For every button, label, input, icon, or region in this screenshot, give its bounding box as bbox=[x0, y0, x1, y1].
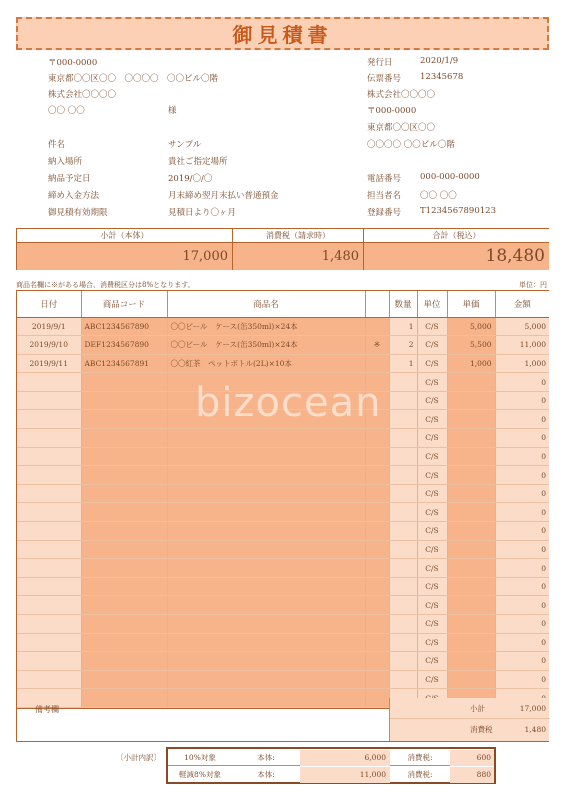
header-name: 商品名 bbox=[167, 291, 365, 317]
issuer-address-2: 〇〇〇〇 〇〇ビル〇階 bbox=[367, 140, 455, 150]
table-row bbox=[17, 522, 549, 541]
cell-name bbox=[167, 615, 365, 634]
detail-value: 2019/〇/〇 bbox=[168, 174, 213, 184]
registration-number: T1234567890123 bbox=[420, 206, 496, 216]
cell-unit: C/S bbox=[417, 354, 447, 373]
summary-tax-row bbox=[390, 719, 550, 740]
table-row bbox=[17, 317, 549, 336]
cell-name bbox=[167, 559, 365, 578]
slip-number-label: 伝票番号 bbox=[367, 74, 402, 84]
cell-mark: ※ bbox=[365, 336, 389, 355]
cell-date bbox=[17, 559, 81, 578]
cell-price bbox=[447, 652, 495, 671]
cell-amount: 0 bbox=[495, 652, 549, 671]
table-header-row bbox=[17, 291, 549, 317]
header-date: 日付 bbox=[17, 291, 81, 317]
cell-qty: 1 bbox=[389, 317, 417, 336]
cell-mark bbox=[365, 652, 389, 671]
detail-label: 締め入金方法 bbox=[48, 191, 100, 201]
table-row bbox=[17, 429, 549, 448]
table-row bbox=[17, 447, 549, 466]
cell-qty bbox=[389, 503, 417, 522]
table-row bbox=[17, 410, 549, 429]
cell-qty bbox=[389, 410, 417, 429]
watermark-logo: bizocean bbox=[195, 380, 382, 426]
cell-price: 1,000 bbox=[447, 354, 495, 373]
cell-date bbox=[17, 577, 81, 596]
cell-amount: 0 bbox=[495, 447, 549, 466]
cell-amount: 0 bbox=[495, 615, 549, 634]
staff-label: 担当者名 bbox=[367, 191, 402, 201]
cell-date bbox=[17, 596, 81, 615]
cell-price bbox=[447, 559, 495, 578]
table-row bbox=[17, 540, 549, 559]
cell-code bbox=[81, 633, 167, 652]
cell-mark bbox=[365, 317, 389, 336]
table-row bbox=[17, 559, 549, 578]
cell-amount: 0 bbox=[495, 484, 549, 503]
cell-price bbox=[447, 503, 495, 522]
cell-code: ABC1234567891 bbox=[81, 354, 167, 373]
client-person: 〇〇 〇〇 bbox=[48, 106, 85, 116]
totals-box bbox=[16, 228, 549, 270]
cell-name bbox=[167, 429, 365, 448]
detail-label: 御見積有効期限 bbox=[48, 208, 108, 218]
cell-price bbox=[447, 391, 495, 410]
tax-value: 1,480 bbox=[233, 243, 364, 270]
cell-price: 5,500 bbox=[447, 336, 495, 355]
table-row bbox=[17, 652, 549, 671]
cell-mark bbox=[365, 447, 389, 466]
table-row bbox=[17, 391, 549, 410]
cell-qty bbox=[389, 373, 417, 392]
cell-code bbox=[81, 429, 167, 448]
cell-price bbox=[447, 540, 495, 559]
cell-amount: 0 bbox=[495, 577, 549, 596]
tel-label: 電話番号 bbox=[367, 174, 402, 184]
detail-value: 月末締め翌月末払い普通預金 bbox=[168, 191, 279, 201]
cell-price bbox=[447, 484, 495, 503]
cell-mark bbox=[365, 503, 389, 522]
cell-date bbox=[17, 373, 81, 392]
cell-mark bbox=[365, 466, 389, 485]
cell-unit: C/S bbox=[417, 522, 447, 541]
header-mark bbox=[365, 291, 389, 317]
cell-qty bbox=[389, 522, 417, 541]
cell-unit: C/S bbox=[417, 577, 447, 596]
breakdown-box bbox=[166, 747, 496, 784]
header-code: 商品コード bbox=[81, 291, 167, 317]
cell-qty bbox=[389, 633, 417, 652]
cell-mark bbox=[365, 410, 389, 429]
cell-price bbox=[447, 373, 495, 392]
cell-unit: C/S bbox=[417, 559, 447, 578]
breakdown-base-label: 本体: bbox=[257, 770, 275, 779]
cell-unit: C/S bbox=[417, 391, 447, 410]
registration-label: 登録番号 bbox=[367, 208, 402, 218]
cell-amount: 0 bbox=[495, 596, 549, 615]
issue-date-label: 発行日 bbox=[367, 58, 393, 68]
cell-amount: 0 bbox=[495, 429, 549, 448]
cell-qty bbox=[389, 670, 417, 689]
cell-code: ABC1234567890 bbox=[81, 317, 167, 336]
cell-mark bbox=[365, 373, 389, 392]
cell-price: 5,000 bbox=[447, 317, 495, 336]
cell-amount: 0 bbox=[495, 559, 549, 578]
table-row bbox=[17, 354, 549, 373]
table-row bbox=[17, 633, 549, 652]
cell-amount: 0 bbox=[495, 633, 549, 652]
cell-unit: C/S bbox=[417, 410, 447, 429]
table-row bbox=[17, 615, 549, 634]
staff-name: 〇〇 〇〇 bbox=[420, 191, 457, 201]
cell-unit: C/S bbox=[417, 615, 447, 634]
cell-unit: C/S bbox=[417, 503, 447, 522]
cell-amount: 0 bbox=[495, 670, 549, 689]
summary-tax-value: 1,480 bbox=[524, 725, 546, 734]
issue-date: 2020/1/9 bbox=[420, 56, 459, 66]
issuer-postal: 〒000-0000 bbox=[367, 106, 417, 116]
cell-qty bbox=[389, 596, 417, 615]
cell-date: 2019/9/10 bbox=[17, 336, 81, 355]
cell-name bbox=[167, 410, 365, 429]
cell-unit: C/S bbox=[417, 670, 447, 689]
header-qty: 数量 bbox=[389, 291, 417, 317]
cell-mark bbox=[365, 391, 389, 410]
cell-unit: C/S bbox=[417, 317, 447, 336]
cell-name: 〇〇紅茶 ペットボトル(2L)×10本 bbox=[167, 354, 365, 373]
client-company: 株式会社〇〇〇〇 bbox=[48, 90, 117, 100]
breakdown-base-value: 6,000 bbox=[300, 750, 390, 766]
cell-date bbox=[17, 391, 81, 410]
summary-area bbox=[389, 698, 549, 741]
cell-mark bbox=[365, 429, 389, 448]
cell-price bbox=[447, 615, 495, 634]
breakdown-row bbox=[168, 767, 494, 783]
cell-price bbox=[447, 466, 495, 485]
cell-date bbox=[17, 540, 81, 559]
header-price: 単価 bbox=[447, 291, 495, 317]
table-row bbox=[17, 373, 549, 392]
cell-code bbox=[81, 577, 167, 596]
cell-qty bbox=[389, 484, 417, 503]
cell-code bbox=[81, 373, 167, 392]
breakdown-category: 軽減8%対象 bbox=[179, 770, 221, 779]
breakdown-base-value: 11,000 bbox=[300, 767, 390, 783]
cell-unit: C/S bbox=[417, 429, 447, 448]
cell-unit: C/S bbox=[417, 373, 447, 392]
cell-qty bbox=[389, 540, 417, 559]
cell-mark bbox=[365, 670, 389, 689]
cell-code bbox=[81, 484, 167, 503]
cell-code bbox=[81, 540, 167, 559]
cell-qty bbox=[389, 652, 417, 671]
cell-unit: C/S bbox=[417, 633, 447, 652]
cell-date bbox=[17, 466, 81, 485]
subtotal-value: 17,000 bbox=[17, 243, 233, 270]
cell-unit: C/S bbox=[417, 336, 447, 355]
cell-code bbox=[81, 391, 167, 410]
remarks-label: 備考欄 bbox=[35, 705, 59, 714]
detail-label: 納品予定日 bbox=[48, 174, 91, 184]
cell-code bbox=[81, 466, 167, 485]
detail-label: 納入場所 bbox=[48, 157, 83, 167]
table-row bbox=[17, 484, 549, 503]
unit-note: 単位：円 bbox=[519, 281, 547, 289]
cell-qty bbox=[389, 577, 417, 596]
cell-mark bbox=[365, 484, 389, 503]
remarks-section bbox=[16, 698, 549, 742]
cell-date bbox=[17, 522, 81, 541]
issuer-company: 株式会社〇〇〇〇 bbox=[367, 90, 436, 100]
cell-mark bbox=[365, 615, 389, 634]
detail-label: 件名 bbox=[48, 140, 66, 150]
cell-mark bbox=[365, 540, 389, 559]
cell-name bbox=[167, 522, 365, 541]
cell-date bbox=[17, 652, 81, 671]
cell-date bbox=[17, 615, 81, 634]
cell-qty bbox=[389, 429, 417, 448]
summary-tax-label: 消費税 bbox=[470, 725, 493, 734]
cell-amount: 11,000 bbox=[495, 336, 549, 355]
cell-amount: 0 bbox=[495, 522, 549, 541]
tax-note: 商品名欄に※がある場合、消費税区分は8%となります。 bbox=[16, 281, 195, 289]
cell-date bbox=[17, 410, 81, 429]
cell-name: 〇〇ビール ケース(缶350ml)×24本 bbox=[167, 317, 365, 336]
cell-date: 2019/9/1 bbox=[17, 317, 81, 336]
table-row bbox=[17, 336, 549, 355]
document-title-box bbox=[16, 17, 549, 50]
cell-mark bbox=[365, 354, 389, 373]
cell-amount: 0 bbox=[495, 373, 549, 392]
cell-code bbox=[81, 652, 167, 671]
detail-value: サンプル bbox=[168, 140, 202, 150]
detail-value: 見積日より〇ヶ月 bbox=[168, 208, 237, 218]
cell-code bbox=[81, 522, 167, 541]
table-row bbox=[17, 670, 549, 689]
tax-header: 消費税（請求時） bbox=[233, 229, 364, 243]
cell-mark bbox=[365, 596, 389, 615]
total-value: 18,480 bbox=[364, 243, 549, 270]
cell-name bbox=[167, 577, 365, 596]
total-header: 合計（税込） bbox=[364, 229, 549, 243]
cell-name bbox=[167, 503, 365, 522]
breakdown-tax-label: 消費税: bbox=[407, 770, 433, 779]
cell-mark bbox=[365, 522, 389, 541]
cell-amount: 0 bbox=[495, 466, 549, 485]
table-row bbox=[17, 596, 549, 615]
tel-number: 000-000-0000 bbox=[420, 172, 480, 182]
cell-mark bbox=[365, 559, 389, 578]
cell-code bbox=[81, 559, 167, 578]
breakdown-base-label: 本体: bbox=[257, 753, 275, 762]
cell-mark bbox=[365, 633, 389, 652]
cell-qty bbox=[389, 466, 417, 485]
items-table bbox=[16, 290, 549, 709]
cell-date bbox=[17, 484, 81, 503]
cell-name bbox=[167, 540, 365, 559]
cell-date bbox=[17, 503, 81, 522]
cell-date bbox=[17, 633, 81, 652]
cell-code bbox=[81, 615, 167, 634]
cell-qty bbox=[389, 447, 417, 466]
cell-name bbox=[167, 596, 365, 615]
cell-price bbox=[447, 522, 495, 541]
cell-unit: C/S bbox=[417, 652, 447, 671]
subtotal-header: 小計（本体） bbox=[17, 229, 233, 243]
cell-date: 2019/9/11 bbox=[17, 354, 81, 373]
cell-amount: 5,000 bbox=[495, 317, 549, 336]
issuer-address-1: 東京都〇〇区〇〇 bbox=[367, 123, 436, 133]
cell-date bbox=[17, 429, 81, 448]
cell-name bbox=[167, 633, 365, 652]
cell-code bbox=[81, 503, 167, 522]
breakdown-tax-label: 消費税: bbox=[407, 753, 433, 762]
cell-unit: C/S bbox=[417, 484, 447, 503]
cell-price bbox=[447, 429, 495, 448]
client-honorific: 様 bbox=[168, 106, 177, 116]
breakdown-tax-value: 600 bbox=[450, 750, 494, 766]
cell-price bbox=[447, 670, 495, 689]
cell-amount: 0 bbox=[495, 503, 549, 522]
client-address: 東京都〇〇区〇〇 〇〇〇〇 〇〇ビル〇階 bbox=[48, 74, 219, 84]
cell-code: DEF1234567890 bbox=[81, 336, 167, 355]
summary-subtotal-row bbox=[390, 698, 550, 719]
cell-price bbox=[447, 633, 495, 652]
table-row bbox=[17, 466, 549, 485]
cell-unit: C/S bbox=[417, 596, 447, 615]
cell-qty bbox=[389, 391, 417, 410]
cell-name: 〇〇ビール ケース(缶350ml)×24本 bbox=[167, 336, 365, 355]
cell-price bbox=[447, 447, 495, 466]
cell-name bbox=[167, 373, 365, 392]
cell-date bbox=[17, 670, 81, 689]
table-row bbox=[17, 577, 549, 596]
cell-amount: 0 bbox=[495, 391, 549, 410]
cell-unit: C/S bbox=[417, 540, 447, 559]
cell-code bbox=[81, 447, 167, 466]
header-amount: 金額 bbox=[495, 291, 549, 317]
cell-unit: C/S bbox=[417, 466, 447, 485]
cell-unit: C/S bbox=[417, 447, 447, 466]
cell-name bbox=[167, 484, 365, 503]
slip-number: 12345678 bbox=[420, 72, 464, 82]
cell-code bbox=[81, 410, 167, 429]
breakdown-row bbox=[168, 750, 494, 766]
cell-amount: 0 bbox=[495, 410, 549, 429]
header-unit: 単位 bbox=[417, 291, 447, 317]
cell-price bbox=[447, 596, 495, 615]
breakdown-category: 10%対象 bbox=[184, 753, 216, 762]
summary-subtotal-value: 17,000 bbox=[519, 704, 546, 713]
client-postal: 〒000-0000 bbox=[48, 58, 98, 68]
document-title: 御見積書 bbox=[232, 23, 333, 47]
cell-qty bbox=[389, 615, 417, 634]
cell-qty bbox=[389, 559, 417, 578]
breakdown-label: 〔小計内訳〕 bbox=[116, 753, 161, 762]
cell-name bbox=[167, 652, 365, 671]
cell-amount: 0 bbox=[495, 540, 549, 559]
cell-price bbox=[447, 410, 495, 429]
breakdown-tax-value: 880 bbox=[450, 767, 494, 783]
cell-mark bbox=[365, 577, 389, 596]
cell-amount: 1,000 bbox=[495, 354, 549, 373]
cell-name bbox=[167, 447, 365, 466]
cell-name bbox=[167, 670, 365, 689]
table-row bbox=[17, 503, 549, 522]
cell-date bbox=[17, 447, 81, 466]
cell-qty: 1 bbox=[389, 354, 417, 373]
cell-qty: 2 bbox=[389, 336, 417, 355]
cell-name bbox=[167, 391, 365, 410]
cell-code bbox=[81, 596, 167, 615]
cell-code bbox=[81, 670, 167, 689]
cell-price bbox=[447, 577, 495, 596]
detail-value: 貴社ご指定場所 bbox=[168, 157, 228, 167]
cell-name bbox=[167, 466, 365, 485]
summary-subtotal-label: 小計 bbox=[470, 704, 485, 713]
